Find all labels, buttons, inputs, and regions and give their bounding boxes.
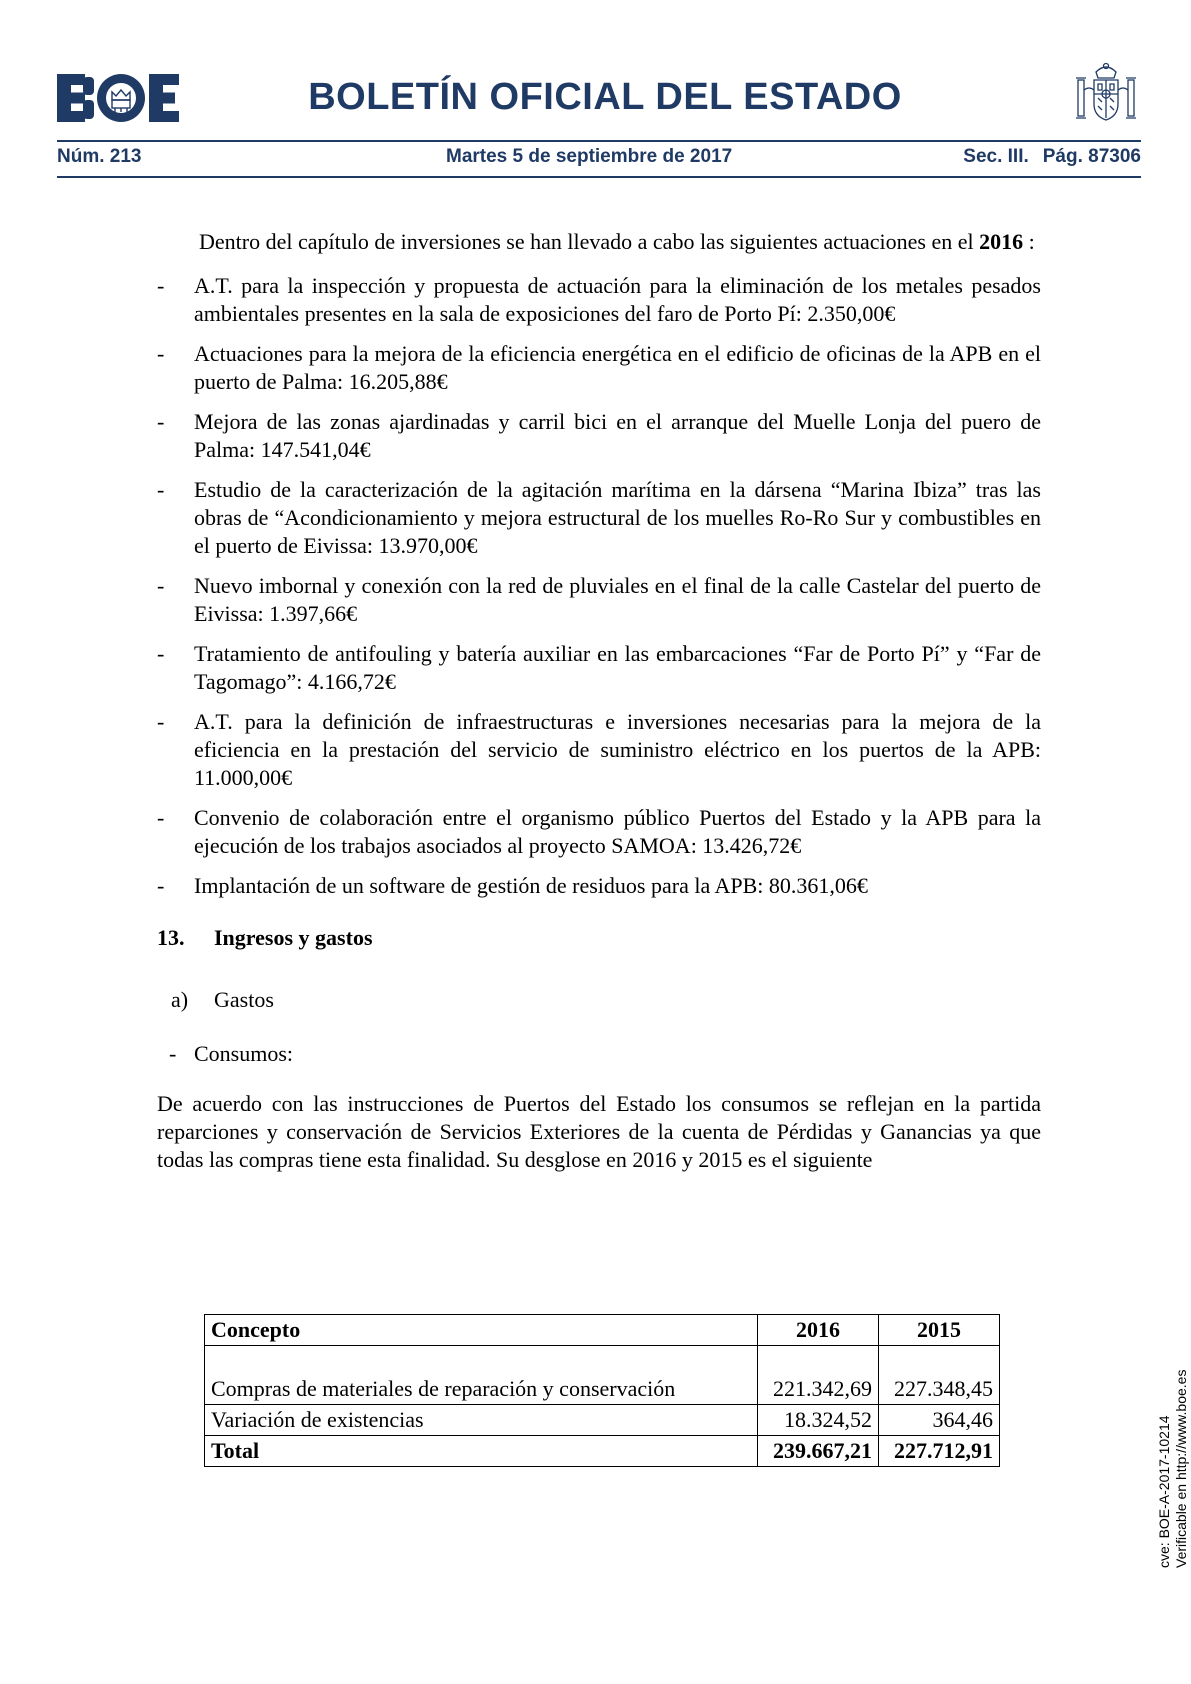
header-rule-top	[57, 140, 1141, 142]
list-item-text: Mejora de las zonas ajardinadas y carril bici en el arranque del Muelle Lonja del puero de Palma: 147.541,04€	[194, 409, 1041, 462]
issue-number: Núm. 213	[57, 146, 142, 167]
list-item-text: A.T. para la inspección y propuesta de actuación para la eliminación de los metales pesados ambientales presentes en la sala de exposiciones del faro de Porto Pí: 2.350,00€	[194, 273, 1041, 326]
row-concept: Compras de materiales de reparación y conservación	[205, 1346, 758, 1405]
list-item	[157, 340, 1041, 396]
section-title: Ingresos y gastos	[214, 925, 373, 950]
total-2015: 227.712,91	[879, 1436, 1000, 1467]
list-item	[157, 408, 1041, 464]
list-item	[157, 708, 1041, 792]
bullet-dash: -	[157, 341, 165, 366]
page-label: Pág. 87306	[1042, 146, 1141, 167]
subsection-heading	[157, 986, 1041, 1014]
list-item-text: Tratamiento de antifouling y batería auxiliar en las embarcaciones “Far de Porto Pí” y “Far de Tagomago”: 4.166,72€	[194, 641, 1041, 694]
list-item	[157, 272, 1041, 328]
bullet-dash: -	[157, 573, 165, 598]
cve-code: cve: BOE-A-2017-10214	[1156, 1415, 1172, 1568]
issue-date: Martes 5 de septiembre de 2017	[446, 146, 733, 167]
verification-link: Verificable en http://www.boe.es	[1173, 1369, 1189, 1568]
total-2016: 239.667,21	[758, 1436, 879, 1467]
investment-list	[157, 272, 1041, 900]
list-item-text: Convenio de colaboración entre el organismo público Puertos del Estado y la APB para la ejecución de los trabajos asociados al proyecto SAMOA: 13.426,72€	[194, 805, 1041, 858]
list-item-text: Nuevo imbornal y conexión con la red de pluviales en el final de la calle Castelar del puerto de Eivissa: 1.397,66€	[194, 573, 1041, 626]
spanish-coat-of-arms-icon	[1074, 60, 1138, 128]
section-page	[963, 146, 1141, 168]
table-header-row	[205, 1315, 1000, 1346]
list-item	[157, 476, 1041, 560]
intro-tail: :	[1023, 229, 1035, 254]
table-row	[205, 1405, 1000, 1436]
list-item	[157, 640, 1041, 696]
journal-title: BOLETÍN OFICIAL DEL ESTADO	[308, 76, 902, 118]
subitem-dash: -	[169, 1041, 177, 1066]
bullet-dash: -	[157, 805, 165, 830]
header-2016: 2016	[758, 1315, 879, 1346]
intro-year: 2016	[979, 229, 1024, 254]
row-value-2015: 227.348,45	[879, 1346, 1000, 1405]
bullet-dash: -	[157, 477, 165, 502]
bullet-dash: -	[157, 273, 165, 298]
list-item	[157, 872, 1041, 900]
total-label: Total	[205, 1436, 758, 1467]
subsection-title: Gastos	[214, 987, 274, 1012]
list-item-text: A.T. para la definición de infraestructuras e inversiones necesarias para la mejora de la eficiencia en la prestación del servicio de suministro eléctrico en los puertos de la APB: 11.000,00€	[194, 709, 1041, 790]
header-concepto: Concepto	[205, 1315, 758, 1346]
header-2015: 2015	[879, 1315, 1000, 1346]
intro-text: Dentro del capítulo de inversiones se han llevado a cabo las siguientes actuaciones en el	[199, 229, 980, 254]
subsection-letter: a)	[171, 987, 189, 1012]
consumos-paragraph: De acuerdo con las instrucciones de Puertos del Estado los consumos se reflejan en la partida reparciones y conservación de Servicios Exteriores de la cuenta de Pérdidas y Ganancias ya que todas las compras tiene esta finalidad. Su desglose en 2016 y 2015 es el siguiente	[157, 1091, 1041, 1172]
table-row	[205, 1346, 1000, 1405]
section-heading	[157, 924, 1041, 952]
list-item-text: Estudio de la caracterización de la agitación marítima en la dársena “Marina Ibiza” tras las obras de “Acondicionamiento y mejora estructural de los muelles Ro-Ro Sur y combustibles en el puerto de Eivissa: 13.970,00€	[194, 477, 1041, 558]
verification-note	[1156, 1370, 1190, 1568]
row-value-2016: 221.342,69	[758, 1346, 879, 1405]
bullet-dash: -	[157, 409, 165, 434]
boe-logo	[57, 74, 179, 122]
intro-paragraph	[157, 228, 1041, 256]
consumos-table	[204, 1314, 1000, 1467]
row-value-2015: 364,46	[879, 1405, 1000, 1436]
subitem-heading	[157, 1040, 1041, 1068]
list-item	[157, 572, 1041, 628]
list-item	[157, 804, 1041, 860]
section-label: Sec. III.	[963, 146, 1029, 167]
list-item-text: Implantación de un software de gestión de residuos para la APB: 80.361,06€	[194, 873, 868, 898]
header-rule-bottom	[57, 176, 1141, 178]
table-total-row	[205, 1436, 1000, 1467]
bullet-dash: -	[157, 709, 165, 734]
bullet-dash: -	[157, 873, 165, 898]
section-number: 13.	[157, 925, 185, 950]
subitem-title: Consumos:	[194, 1041, 294, 1066]
row-value-2016: 18.324,52	[758, 1405, 879, 1436]
list-item-text: Actuaciones para la mejora de la eficiencia energética en el edificio de oficinas de la APB en el puerto de Palma: 16.205,88€	[194, 341, 1041, 394]
bullet-dash: -	[157, 641, 165, 666]
page-body	[157, 228, 1041, 1174]
row-concept: Variación de existencias	[205, 1405, 758, 1436]
